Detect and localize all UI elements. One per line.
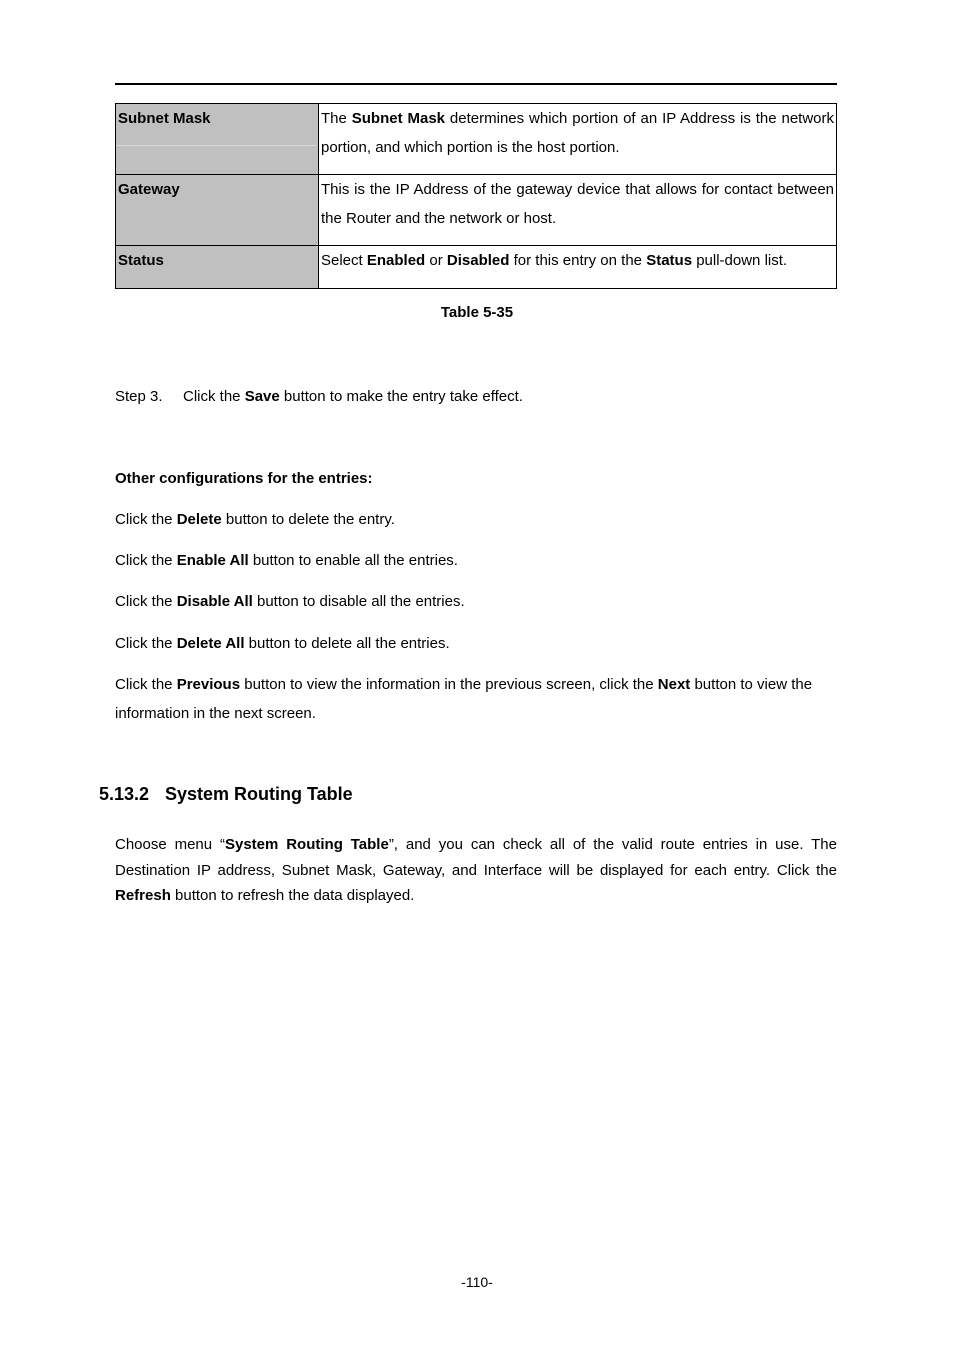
step-label: Step 3. [115,388,163,405]
table-row [116,104,837,175]
instruction-previous-next: Click the Previous button to view the information in the previous screen, click the Next button to view the information in the next screen. [115,676,813,722]
term-cell: Gateway [116,175,319,246]
description-cell: Select Enabled or Disabled for this entry on the Status pull-down list. [319,246,837,289]
cell-divider [116,145,317,146]
instruction-disable-all: Click the Disable All button to disable all the entries. [115,593,465,610]
description-cell: This is the IP Address of the gateway device that allows for contact between the Router and the network or host. [319,175,837,246]
table-row [116,246,837,289]
step-text: Click the Save button to make the entry take effect. [183,388,523,405]
instruction-delete: Click the Delete button to delete the entry. [115,511,395,528]
term-cell: Subnet Mask [116,104,319,175]
other-config-heading: Other configurations for the entries: [115,470,373,487]
section-number: 5.13.2 [99,784,150,804]
parameter-table [115,103,837,289]
description-cell: The Subnet Mask determines which portion of an IP Address is the network portion, and which portion is the host portion. [319,104,837,175]
section-body: Choose menu “System Routing Table”, and you can check all of the valid route entries in use. The Destination IP address, Subnet Mask, Gateway, and Interface will be displayed for each entry. Click the Refresh button to refresh the data displayed. [115,836,837,904]
term-cell: Status [116,246,319,289]
table-caption: Table 5-35 [440,304,514,321]
table-row [116,175,837,246]
instruction-enable-all: Click the Enable All button to enable all the entries. [115,552,458,569]
instruction-delete-all: Click the Delete All button to delete all the entries. [115,635,450,652]
step-3 [115,382,837,411]
section-title: System Routing Table [165,784,353,804]
page-number: -110- [461,1274,493,1290]
header-rule [115,83,837,85]
section-heading [99,784,353,805]
